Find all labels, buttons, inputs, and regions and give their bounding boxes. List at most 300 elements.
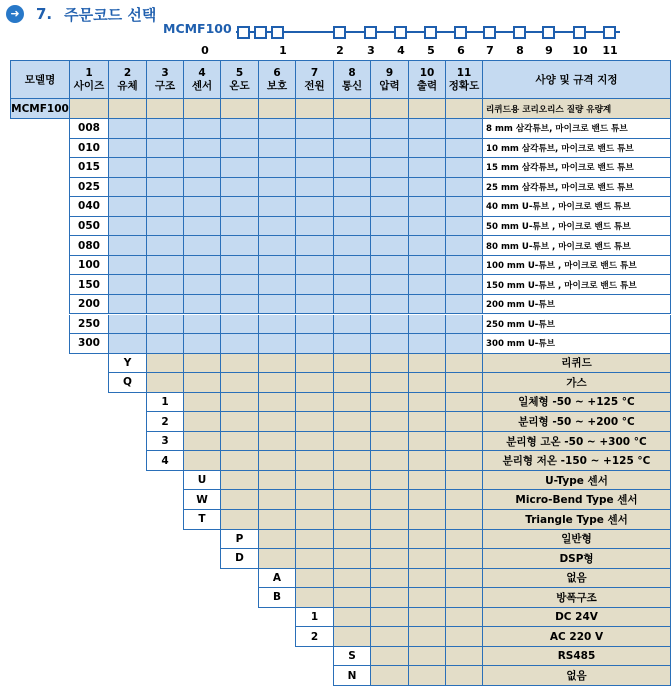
table-cell	[109, 295, 147, 315]
option-spec: Triangle Type 센서	[483, 510, 671, 530]
table-cell	[446, 158, 483, 178]
table-cell	[184, 178, 221, 198]
option-code: B	[259, 588, 296, 608]
table-cell	[184, 158, 221, 178]
table-cell	[221, 178, 259, 198]
table-cell	[334, 569, 371, 589]
option-code: Y	[109, 354, 147, 374]
option-code: 300	[70, 334, 109, 354]
table-cell	[221, 315, 259, 335]
table-cell	[296, 471, 334, 491]
column-label: 출력	[416, 79, 438, 92]
table-cell	[371, 666, 409, 686]
table-cell	[296, 334, 334, 354]
table-cell	[334, 217, 371, 237]
option-spec: 80 mm U-튜브 , 마이크로 밴드 튜브	[483, 236, 671, 256]
table-cell	[409, 236, 446, 256]
table-cell	[409, 549, 446, 569]
stair-edge	[183, 471, 184, 491]
table-cell	[109, 217, 147, 237]
table-cell	[334, 471, 371, 491]
stair-edge	[146, 393, 147, 413]
table-cell	[334, 510, 371, 530]
table-cell	[259, 119, 296, 139]
table-cell	[446, 119, 483, 139]
stair-edge	[69, 139, 70, 159]
code-slot-box	[237, 26, 250, 39]
table-cell	[409, 471, 446, 491]
table-cell	[184, 432, 221, 452]
option-code: 010	[70, 139, 109, 159]
table-cell	[109, 139, 147, 159]
table-cell	[371, 530, 409, 550]
column-header-6	[259, 61, 296, 99]
table-cell	[259, 471, 296, 491]
column-number: 3	[161, 66, 169, 79]
option-code: S	[334, 647, 371, 667]
table-cell	[334, 256, 371, 276]
table-cell	[334, 608, 371, 628]
option-code: 025	[70, 178, 109, 198]
table-cell	[409, 393, 446, 413]
option-spec: 리퀴드	[483, 354, 671, 374]
table-cell	[259, 178, 296, 198]
table-cell	[259, 549, 296, 569]
blank-area	[10, 236, 70, 257]
option-code: Q	[109, 373, 147, 393]
option-spec: 100 mm U-튜브 , 마이크로 밴드 튜브	[483, 256, 671, 276]
blank-area	[10, 510, 184, 531]
option-spec: 일체형 -50 ~ +125 °C	[483, 393, 671, 413]
option-spec: 150 mm U-튜브 , 마이크로 밴드 튜브	[483, 275, 671, 295]
table-cell	[409, 99, 446, 119]
option-spec: 300 mm U-튜브	[483, 334, 671, 354]
blank-area	[10, 666, 334, 687]
blank-area	[10, 178, 70, 199]
option-spec: 50 mm U-튜브 , 마이크로 밴드 튜브	[483, 217, 671, 237]
table-cell	[259, 139, 296, 159]
code-slot-box	[573, 26, 586, 39]
option-code: 008	[70, 119, 109, 139]
option-code: 2	[296, 627, 334, 647]
blank-area	[10, 412, 147, 433]
table-cell	[109, 275, 147, 295]
table-cell	[371, 334, 409, 354]
table-cell	[259, 412, 296, 432]
blank-area	[10, 256, 70, 277]
table-cell	[409, 315, 446, 335]
table-cell	[147, 139, 184, 159]
blank-area	[10, 549, 221, 570]
table-cell	[259, 393, 296, 413]
blank-area	[10, 315, 70, 336]
option-spec: AC 220 V	[483, 627, 671, 647]
table-cell	[296, 99, 334, 119]
blank-area	[10, 432, 147, 453]
code-position-label: 6	[457, 44, 465, 57]
table-cell	[109, 236, 147, 256]
stair-edge	[220, 549, 221, 569]
table-cell	[184, 236, 221, 256]
table-cell	[296, 588, 334, 608]
option-code: 200	[70, 295, 109, 315]
code-slot-box	[364, 26, 377, 39]
column-label: 구조	[154, 79, 176, 92]
table-cell	[371, 99, 409, 119]
blank-area	[10, 354, 109, 375]
stair-edge	[69, 158, 70, 178]
table-cell	[334, 178, 371, 198]
blank-area	[10, 217, 70, 238]
table-cell	[259, 217, 296, 237]
option-spec: 8 mm 삼각튜브, 마이크로 밴드 튜브	[483, 119, 671, 139]
table-cell	[109, 197, 147, 217]
table-cell	[221, 510, 259, 530]
table-cell	[334, 99, 371, 119]
option-code: N	[334, 666, 371, 686]
blank-area	[10, 490, 184, 511]
blank-area	[10, 158, 70, 179]
table-cell	[147, 373, 184, 393]
stair-edge	[69, 315, 70, 335]
stair-edge	[69, 334, 70, 354]
table-cell	[221, 432, 259, 452]
table-cell	[334, 197, 371, 217]
table-cell	[409, 275, 446, 295]
code-slot-box	[542, 26, 555, 39]
option-spec: 방폭구조	[483, 588, 671, 608]
table-cell	[259, 256, 296, 276]
table-cell	[446, 334, 483, 354]
table-cell	[184, 354, 221, 374]
table-cell	[109, 119, 147, 139]
blank-area	[10, 627, 296, 648]
table-cell	[221, 139, 259, 159]
option-spec: 25 mm 삼각튜브, 마이크로 밴드 튜브	[483, 178, 671, 198]
table-cell	[409, 432, 446, 452]
table-cell	[409, 510, 446, 530]
table-cell	[371, 256, 409, 276]
table-cell	[221, 275, 259, 295]
table-cell	[371, 569, 409, 589]
table-cell	[446, 451, 483, 471]
table-cell	[371, 393, 409, 413]
option-code: 250	[70, 315, 109, 335]
code-slot-box	[424, 26, 437, 39]
table-cell	[184, 315, 221, 335]
table-cell	[296, 530, 334, 550]
table-cell	[409, 178, 446, 198]
stair-edge	[258, 588, 259, 608]
table-cell	[409, 119, 446, 139]
table-cell	[446, 373, 483, 393]
table-cell	[296, 432, 334, 452]
code-position-label: 10	[572, 44, 588, 57]
table-cell	[259, 99, 296, 119]
blank-area	[10, 569, 259, 590]
stair-edge	[108, 373, 109, 393]
table-cell	[409, 608, 446, 628]
table-cell	[446, 627, 483, 647]
code-slot-box	[603, 26, 616, 39]
stair-edge	[146, 412, 147, 432]
table-cell	[446, 393, 483, 413]
column-header-1	[70, 61, 109, 99]
table-cell	[409, 197, 446, 217]
table-cell	[334, 373, 371, 393]
option-code: 015	[70, 158, 109, 178]
table-cell	[409, 412, 446, 432]
column-header-2	[109, 61, 147, 99]
option-spec: 분리형 -50 ~ +200 °C	[483, 412, 671, 432]
code-position-label: 8	[516, 44, 524, 57]
blank-area	[10, 119, 70, 140]
table-cell	[334, 139, 371, 159]
table-cell	[409, 647, 446, 667]
section-heading	[6, 3, 156, 25]
code-position-label: 1	[279, 44, 287, 57]
column-number: 8	[348, 66, 356, 79]
table-cell	[296, 490, 334, 510]
table-cell	[446, 569, 483, 589]
table-cell	[221, 158, 259, 178]
column-label: 압력	[379, 79, 400, 92]
table-cell	[334, 295, 371, 315]
table-cell	[446, 178, 483, 198]
option-spec: 없음	[483, 666, 671, 686]
column-header-10	[409, 61, 446, 99]
code-slot-box	[271, 26, 284, 39]
option-spec: Micro-Bend Type 센서	[483, 490, 671, 510]
column-number: 4	[198, 66, 206, 79]
table-cell	[409, 588, 446, 608]
table-cell	[446, 236, 483, 256]
table-cell	[184, 217, 221, 237]
option-spec: 분리형 저온 -150 ~ +125 °C	[483, 451, 671, 471]
table-cell	[409, 217, 446, 237]
table-cell	[147, 236, 184, 256]
table-cell	[184, 275, 221, 295]
table-cell	[296, 178, 334, 198]
option-spec: 40 mm U-튜브 , 마이크로 밴드 튜브	[483, 197, 671, 217]
option-spec: 15 mm 삼각튜브, 마이크로 밴드 튜브	[483, 158, 671, 178]
table-cell	[259, 510, 296, 530]
stair-edge	[108, 354, 109, 374]
table-cell	[147, 217, 184, 237]
column-header-5	[221, 61, 259, 99]
column-number: 7	[310, 66, 319, 79]
option-code: 100	[70, 256, 109, 276]
blank-area	[10, 197, 70, 218]
stair-edge	[295, 608, 296, 628]
table-cell	[221, 236, 259, 256]
table-cell	[259, 295, 296, 315]
table-cell	[221, 354, 259, 374]
option-code: D	[221, 549, 259, 569]
option-spec: RS485	[483, 647, 671, 667]
code-position-label: 11	[602, 44, 618, 57]
table-cell	[221, 490, 259, 510]
column-number: 11	[456, 66, 472, 79]
table-cell	[446, 432, 483, 452]
table-cell	[147, 158, 184, 178]
code-strip-model: MCMF100	[163, 21, 232, 36]
table-cell	[334, 158, 371, 178]
table-cell	[221, 412, 259, 432]
table-cell	[296, 373, 334, 393]
option-spec: 200 mm U-튜브	[483, 295, 671, 315]
code-slot-box	[333, 26, 346, 39]
model-cell: MCMF100	[11, 99, 70, 119]
stair-edge	[333, 666, 334, 686]
option-code: A	[259, 569, 296, 589]
stair-edge	[69, 295, 70, 315]
table-cell	[334, 588, 371, 608]
column-label: 통신	[341, 79, 363, 92]
table-cell	[259, 236, 296, 256]
table-cell	[334, 432, 371, 452]
table-cell	[221, 451, 259, 471]
table-cell	[409, 490, 446, 510]
table-cell	[334, 451, 371, 471]
stair-edge	[258, 569, 259, 589]
table-cell	[409, 666, 446, 686]
table-cell	[409, 256, 446, 276]
option-spec: 가스	[483, 373, 671, 393]
table-cell	[371, 588, 409, 608]
table-cell	[147, 119, 184, 139]
table-cell	[296, 139, 334, 159]
column-header-11	[446, 61, 483, 99]
table-cell	[334, 530, 371, 550]
stair-edge	[69, 178, 70, 198]
code-position-label: 3	[367, 44, 375, 57]
stair-edge	[183, 490, 184, 510]
table-cell	[371, 275, 409, 295]
table-cell	[446, 490, 483, 510]
table-cell	[184, 373, 221, 393]
blank-area	[10, 139, 70, 160]
table-cell	[371, 412, 409, 432]
model-header: 모델명	[11, 61, 70, 99]
table-cell	[184, 256, 221, 276]
stair-edge	[69, 236, 70, 256]
section-number: 7.	[36, 5, 53, 23]
code-slot-box	[483, 26, 496, 39]
table-cell	[259, 451, 296, 471]
table-cell	[371, 158, 409, 178]
table-cell	[221, 334, 259, 354]
table-cell	[259, 197, 296, 217]
column-label: 보호	[266, 79, 288, 92]
option-code: W	[184, 490, 221, 510]
table-cell	[221, 217, 259, 237]
column-header-3	[147, 61, 184, 99]
table-cell	[409, 334, 446, 354]
table-cell	[446, 99, 483, 119]
table-cell	[371, 119, 409, 139]
table-cell	[446, 647, 483, 667]
column-header-9	[371, 61, 409, 99]
option-code: 050	[70, 217, 109, 237]
section-title: 주문코드 선택	[64, 5, 157, 24]
table-cell	[446, 471, 483, 491]
column-header-7	[296, 61, 334, 99]
option-code: U	[184, 471, 221, 491]
table-cell	[259, 373, 296, 393]
table-cell	[296, 569, 334, 589]
stair-edge	[220, 530, 221, 550]
option-spec: 없음	[483, 569, 671, 589]
table-cell	[296, 549, 334, 569]
stair-edge	[146, 451, 147, 471]
option-spec: DC 24V	[483, 608, 671, 628]
table-cell	[446, 510, 483, 530]
table-cell	[147, 275, 184, 295]
spec-header: 사양 및 규격 지정	[483, 61, 671, 99]
table-cell	[184, 119, 221, 139]
table-cell	[184, 99, 221, 119]
table-cell	[446, 549, 483, 569]
table-cell	[259, 354, 296, 374]
table-cell	[109, 178, 147, 198]
code-position-label: 4	[397, 44, 405, 57]
option-spec: U-Type 센서	[483, 471, 671, 491]
option-code: 4	[147, 451, 184, 471]
table-cell	[371, 627, 409, 647]
table-cell	[446, 588, 483, 608]
stair-edge	[333, 647, 334, 667]
table-cell	[446, 217, 483, 237]
table-cell	[409, 373, 446, 393]
code-position-label: 2	[336, 44, 344, 57]
table-cell	[296, 158, 334, 178]
table-cell	[409, 451, 446, 471]
table-cell	[334, 627, 371, 647]
table-cell	[221, 373, 259, 393]
table-cell	[184, 393, 221, 413]
table-cell	[371, 354, 409, 374]
table-cell	[221, 295, 259, 315]
table-cell	[259, 275, 296, 295]
table-cell	[184, 139, 221, 159]
table-cell	[296, 315, 334, 335]
table-cell	[109, 334, 147, 354]
table-cell	[147, 197, 184, 217]
table-cell	[147, 178, 184, 198]
table-cell	[371, 490, 409, 510]
table-cell	[446, 295, 483, 315]
table-cell	[334, 119, 371, 139]
code-slot-box	[454, 26, 467, 39]
blank-area	[10, 647, 334, 668]
table-cell	[147, 315, 184, 335]
table-cell	[296, 412, 334, 432]
table-cell	[371, 236, 409, 256]
table-cell	[446, 275, 483, 295]
table-cell	[147, 295, 184, 315]
blank-area	[10, 608, 296, 629]
table-cell	[259, 334, 296, 354]
option-code: 1	[147, 393, 184, 413]
table-cell	[371, 471, 409, 491]
column-number: 6	[273, 66, 281, 79]
stair-edge	[295, 627, 296, 647]
table-cell	[147, 334, 184, 354]
table-cell	[371, 139, 409, 159]
table-cell	[184, 197, 221, 217]
table-cell	[296, 354, 334, 374]
